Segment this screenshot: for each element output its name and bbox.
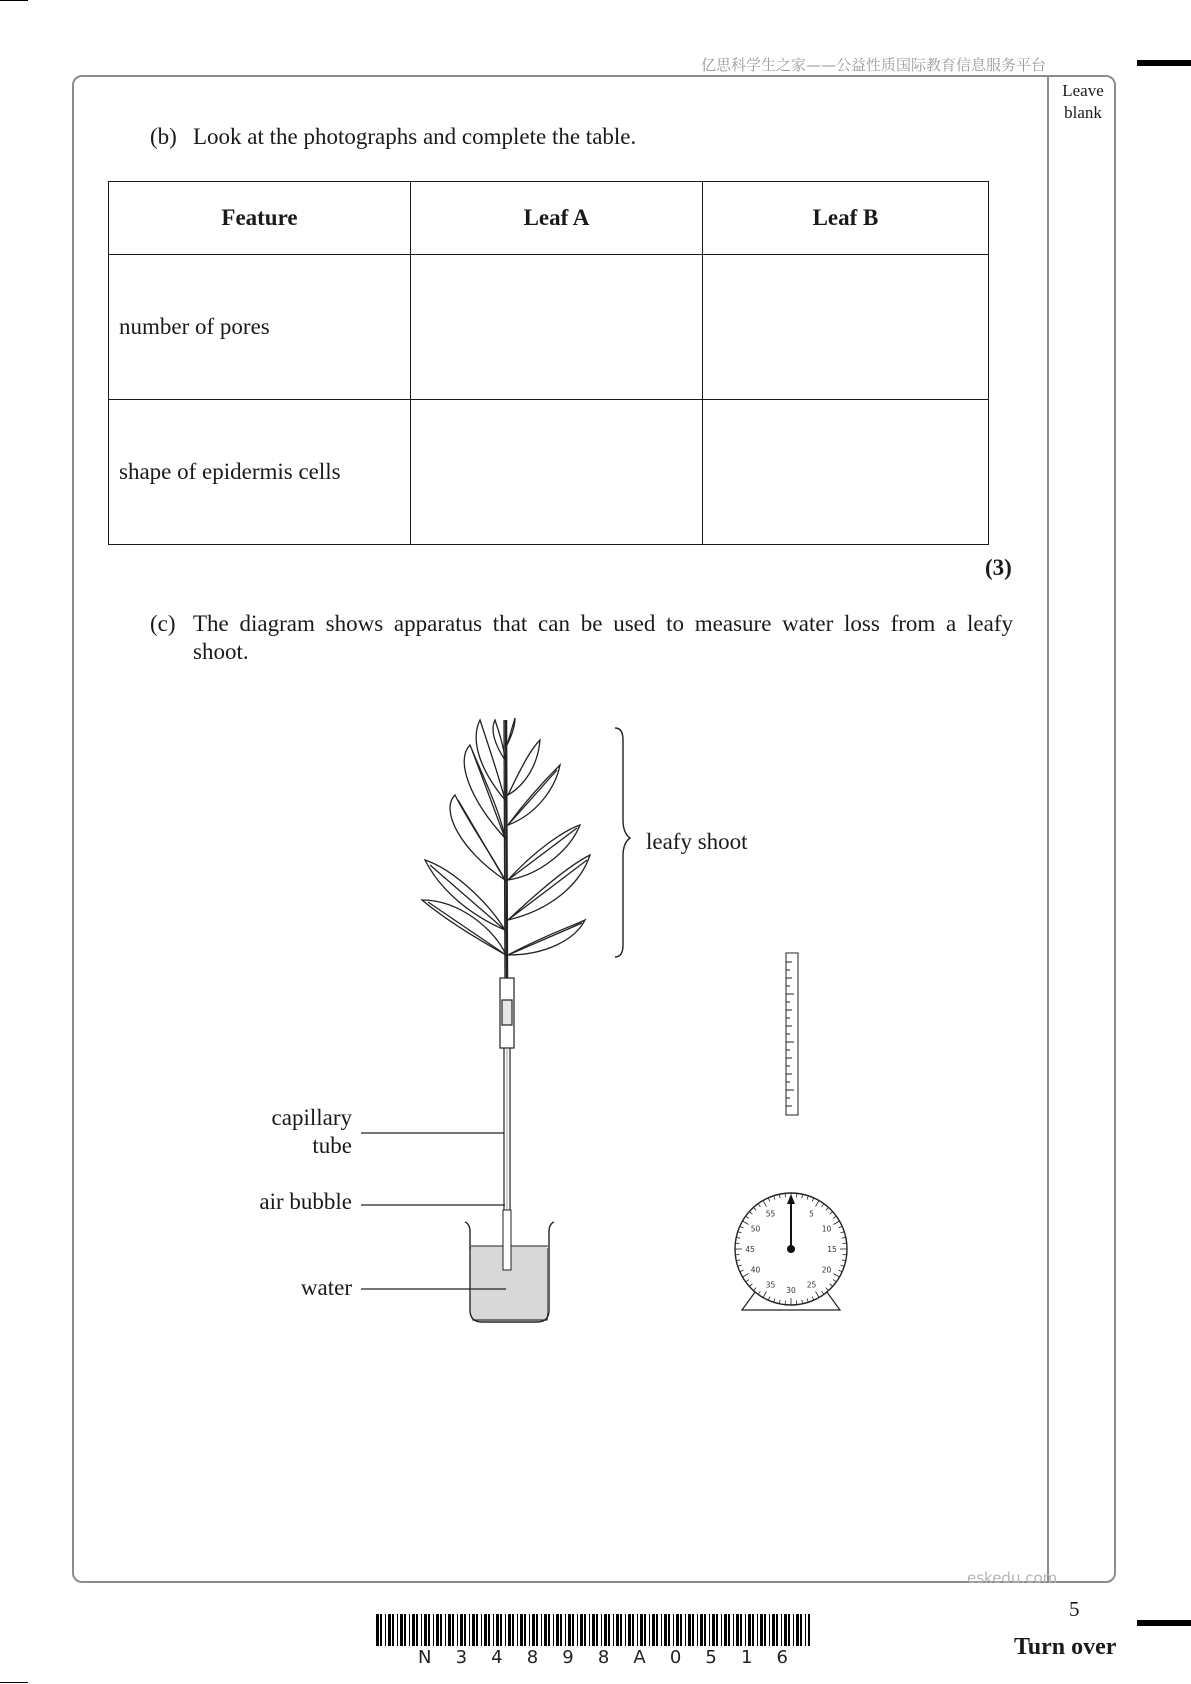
barcode-bar	[628, 1614, 631, 1646]
turn-over-label: Turn over	[1014, 1634, 1117, 1660]
barcode-bar	[508, 1614, 511, 1646]
barcode-bar	[656, 1614, 658, 1646]
barcode-char: 8	[597, 1647, 610, 1668]
barcode-bar	[601, 1614, 602, 1646]
barcode-bar	[796, 1614, 799, 1646]
barcode-bar	[757, 1614, 758, 1646]
barcode-bar	[433, 1614, 434, 1646]
leave-blank-line-1: Leave	[1062, 81, 1104, 100]
barcode-char: 6	[776, 1647, 788, 1668]
barcode-digits	[418, 1647, 788, 1668]
barcode-bar	[728, 1614, 730, 1646]
barcode-bar	[748, 1614, 751, 1646]
barcode-bar	[440, 1614, 442, 1646]
barcode-bar	[781, 1614, 782, 1646]
barcode-bar	[664, 1614, 667, 1646]
barcode-bar	[493, 1614, 494, 1646]
barcode-bar	[740, 1614, 742, 1646]
barcode-bar	[685, 1614, 686, 1646]
stopwatch-number: 40	[750, 1265, 761, 1275]
barcode-bar	[412, 1614, 415, 1646]
barcode-bar	[668, 1614, 670, 1646]
part-c-question-line-2: shoot.	[193, 639, 249, 664]
barcode-bar	[496, 1614, 499, 1646]
leafy-shoot-brace	[615, 728, 630, 957]
barcode-bar	[457, 1614, 458, 1646]
barcode-bar	[472, 1614, 475, 1646]
barcode-bar	[416, 1614, 418, 1646]
barcode-char: A	[633, 1647, 646, 1668]
barcode-bar	[644, 1614, 646, 1646]
barcode-bar	[560, 1614, 562, 1646]
capillary-tube-label	[230, 1104, 352, 1160]
barcode-bar	[673, 1614, 674, 1646]
capillary-tube-label-line-2: tube	[312, 1133, 352, 1158]
barcode-bar	[397, 1614, 398, 1646]
barcode-bar	[476, 1614, 478, 1646]
barcode-bar	[592, 1614, 595, 1646]
site-watermark: eskedu.com	[967, 1569, 1058, 1587]
barcode-bar	[589, 1614, 590, 1646]
barcode-bar	[704, 1614, 706, 1646]
barcode-bar	[776, 1614, 778, 1646]
part-c-question-line-1: The diagram shows apparatus that can be used to measure water loss from a leafy	[193, 611, 1013, 636]
barcode-bar	[697, 1614, 698, 1646]
stopwatch-drawing	[735, 1193, 847, 1310]
barcode-bar	[520, 1614, 523, 1646]
barcode-bar	[712, 1614, 715, 1646]
stopwatch-number: 5	[809, 1209, 814, 1219]
barcode-bar	[553, 1614, 554, 1646]
barcode-char: 5	[705, 1647, 717, 1668]
barcode-bar	[572, 1614, 574, 1646]
barcode-bar	[616, 1614, 619, 1646]
barcode-bar	[481, 1614, 482, 1646]
capillary-tube-label-line-1: capillary	[271, 1105, 352, 1130]
barcode-bar	[649, 1614, 650, 1646]
barcode-char: 3	[455, 1647, 468, 1668]
feature-cell: number of pores	[109, 255, 411, 400]
barcode-bar	[505, 1614, 506, 1646]
barcode-bar	[613, 1614, 614, 1646]
part-c-label: (c)	[150, 611, 176, 636]
part-b-question: Look at the photographs and complete the table.	[193, 124, 637, 149]
barcode-bar	[788, 1614, 790, 1646]
barcode-bar	[565, 1614, 566, 1646]
water-beaker-drawing	[465, 1210, 554, 1322]
leafy-shoot-drawing	[422, 718, 590, 980]
barcode-bar	[529, 1614, 530, 1646]
barcode-bar	[772, 1614, 775, 1646]
barcode-bar	[452, 1614, 454, 1646]
stopwatch-number: 35	[765, 1280, 776, 1290]
barcode-bar	[632, 1614, 634, 1646]
barcode-bar	[400, 1614, 403, 1646]
barcode-bar	[404, 1614, 406, 1646]
barcode-bar	[392, 1614, 394, 1646]
barcode-bar	[424, 1614, 427, 1646]
barcode-bar	[376, 1614, 379, 1646]
barcode-bar	[584, 1614, 586, 1646]
barcode-char: N	[418, 1647, 432, 1668]
barcode-char: 0	[669, 1647, 682, 1668]
barcode-bar	[752, 1614, 754, 1646]
barcode-bar	[808, 1614, 810, 1646]
barcode-bar	[661, 1614, 662, 1646]
barcode-bar	[709, 1614, 710, 1646]
barcode-bar	[637, 1614, 638, 1646]
barcode-bar	[577, 1614, 578, 1646]
barcode-bar	[620, 1614, 622, 1646]
barcode-bar	[524, 1614, 526, 1646]
air-bubble-label: air bubble	[259, 1189, 352, 1214]
barcode-bar	[556, 1614, 559, 1646]
barcode-bar	[736, 1614, 739, 1646]
barcode-bar	[488, 1614, 490, 1646]
barcode-bar	[760, 1614, 763, 1646]
barcode-bar	[388, 1614, 391, 1646]
barcode-bar	[724, 1614, 727, 1646]
barcode-bar	[800, 1614, 802, 1646]
barcode-bar	[445, 1614, 446, 1646]
barcode-bar	[784, 1614, 787, 1646]
barcode-bar	[532, 1614, 535, 1646]
barcode-bar	[460, 1614, 463, 1646]
water-label: water	[300, 1275, 352, 1300]
barcode-bar	[409, 1614, 410, 1646]
barcode-bar	[688, 1614, 691, 1646]
barcode-bar	[580, 1614, 583, 1646]
barcode-bar	[805, 1614, 806, 1646]
barcode-bar	[793, 1614, 794, 1646]
barcode-bar	[568, 1614, 571, 1646]
barcode-bar	[745, 1614, 746, 1646]
barcode-bar	[385, 1614, 386, 1646]
barcode-bar	[721, 1614, 722, 1646]
stopwatch-number: 55	[765, 1209, 776, 1219]
page-number: 5	[1069, 1597, 1080, 1621]
barcode-bar	[700, 1614, 703, 1646]
barcode-bar	[716, 1614, 718, 1646]
stopwatch-number: 10	[821, 1224, 832, 1234]
barcode-bar	[680, 1614, 682, 1646]
barcode-bar	[436, 1614, 439, 1646]
leave-blank-line-2: blank	[1064, 103, 1102, 122]
stopwatch-number: 25	[806, 1280, 817, 1290]
barcode-bar	[640, 1614, 643, 1646]
barcode-bar	[428, 1614, 430, 1646]
barcode-bar	[764, 1614, 766, 1646]
barcode-bar	[484, 1614, 487, 1646]
stopwatch-number: 45	[745, 1245, 755, 1254]
barcode-bar	[448, 1614, 451, 1646]
barcode-char: 4	[491, 1647, 503, 1668]
stopwatch-number: 15	[827, 1245, 837, 1254]
barcode-char: 1	[740, 1647, 753, 1668]
ruler-drawing	[786, 953, 798, 1115]
barcode-bar	[733, 1614, 734, 1646]
barcode-bar	[500, 1614, 502, 1646]
stopwatch-number: 50	[750, 1224, 761, 1234]
barcode-bar	[512, 1614, 514, 1646]
part-b-marks: (3)	[985, 555, 1012, 580]
header-watermark: 亿思科学生之家——公益性质国际教育信息服务平台	[700, 56, 1046, 74]
barcode-bar	[676, 1614, 679, 1646]
barcode-bar	[548, 1614, 550, 1646]
header-leaf-b: Leaf B	[703, 182, 989, 255]
barcode-bar	[625, 1614, 626, 1646]
barcode-bar	[380, 1614, 382, 1646]
barcode-bar	[608, 1614, 610, 1646]
feature-cell: shape of epidermis cells	[109, 400, 411, 545]
barcode-bar	[421, 1614, 422, 1646]
barcode-bar	[541, 1614, 542, 1646]
barcode-bar	[464, 1614, 466, 1646]
stopwatch-number: 20	[821, 1265, 832, 1275]
barcode-bar	[692, 1614, 694, 1646]
barcode-bar	[604, 1614, 607, 1646]
stopwatch-number: 30	[786, 1286, 796, 1295]
barcode-bar	[769, 1614, 770, 1646]
header-feature: Feature	[109, 182, 411, 255]
part-b-label: (b)	[150, 124, 177, 149]
leafy-shoot-label: leafy shoot	[646, 829, 748, 854]
barcode-bar	[544, 1614, 547, 1646]
barcode	[376, 1614, 810, 1646]
barcode-char: 8	[526, 1647, 539, 1668]
barcode-bar	[517, 1614, 518, 1646]
barcode-bar	[652, 1614, 655, 1646]
barcode-bar	[536, 1614, 538, 1646]
header-leaf-a: Leaf A	[411, 182, 703, 255]
barcode-bar	[469, 1614, 470, 1646]
barcode-char: 9	[562, 1647, 574, 1668]
barcode-bar	[596, 1614, 598, 1646]
